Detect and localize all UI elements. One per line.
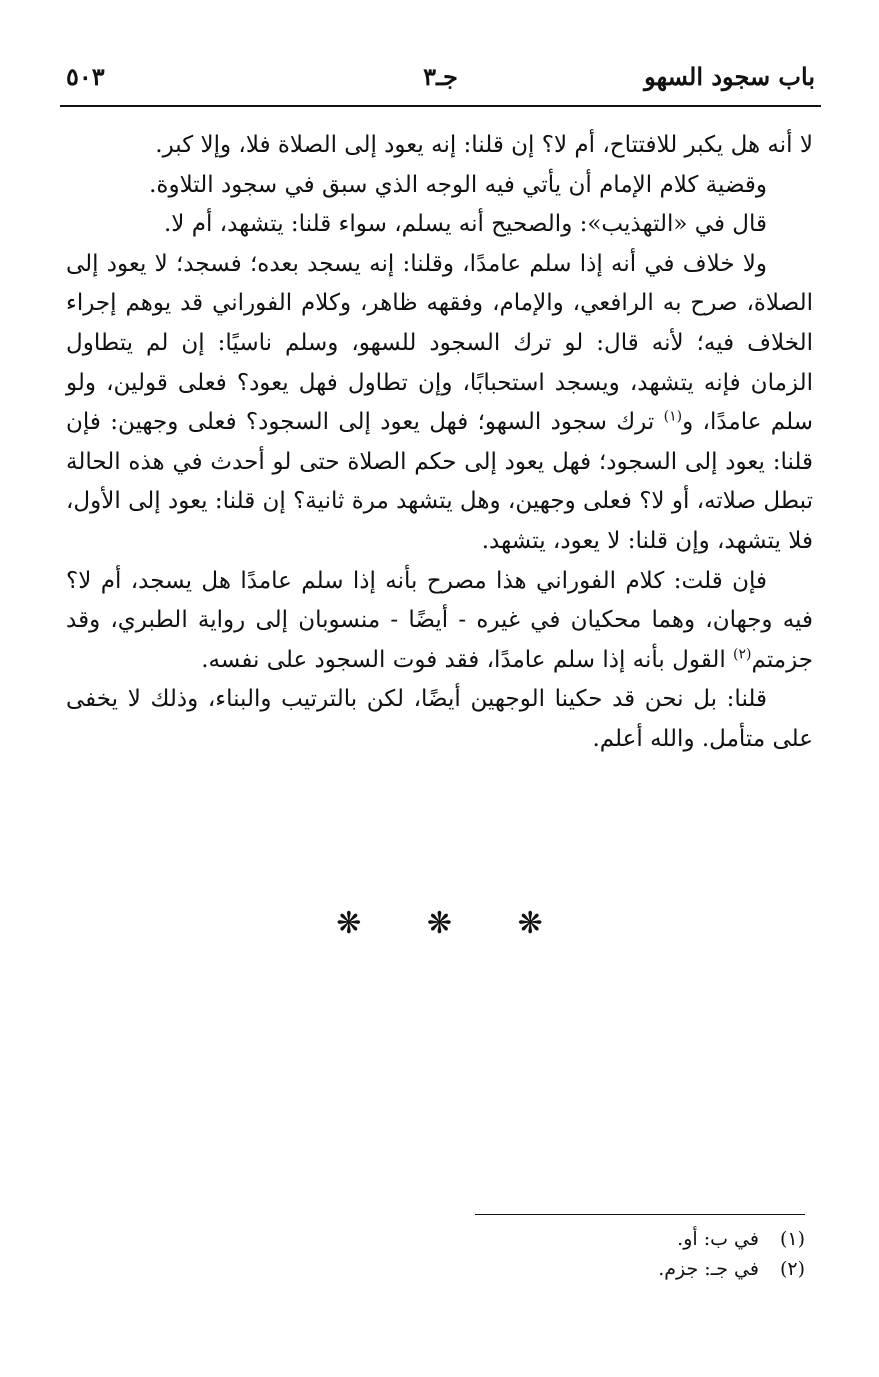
paragraph-4 bbox=[66, 245, 813, 562]
paragraph-5-part-1: فإن قلت: كلام الفوراني هذا مصرح بأنه إذا سلم عامدًا هل يسجد، أم لا؟ فيه وجهان، وهما محكيان في غيره - أيضًا - منسوبان إلى رواية الطبري، وقد جزمتم bbox=[66, 567, 813, 673]
header-rule bbox=[60, 105, 821, 107]
footnote-2 bbox=[475, 1254, 805, 1284]
paragraph-4-part-1: ولا خلاف في أنه إذا سلم عامدًا، وقلنا: إنه يسجد بعده؛ فسجد؛ لا يعود إلى الصلاة، صرح به الرافعي، والإمام، وفقهه ظاهر، وكلام الفوراني قد يوهم إجراء الخلاف فيه؛ لأنه قال: لو ترك السجود للسهو، وسلم ناسيًا: إن لم يتطاول الزمان فإنه يتشهد، ويسجد استحبابًا، وإن تطاول فهل يعود؟ فعلى قولين، ولو سلم عامدًا، و bbox=[66, 250, 813, 436]
footnote-text: في جـ: جزم. bbox=[658, 1258, 759, 1280]
running-title: باب سجود السهو bbox=[644, 62, 815, 91]
page-number: ٥٠٣ bbox=[66, 62, 105, 91]
footnote-ref-1: (١) bbox=[663, 408, 683, 425]
footnote-ref-2: (٢) bbox=[733, 646, 752, 663]
paragraph-3: قال في «التهذيب»: والصحيح أنه يسلم، سواء قلنا: يتشهد، أم لا. bbox=[163, 211, 767, 238]
paragraph-1: لا أنه هل يكبر للافتتاح، أم لا؟ إن قلنا: إنه يعود إلى الصلاة فلا، وإلا كبر. bbox=[155, 132, 813, 158]
footnote-number: (٢) bbox=[779, 1258, 805, 1280]
volume-label: جـ٣ bbox=[423, 62, 458, 91]
page-header bbox=[66, 62, 815, 102]
footnote-rule bbox=[475, 1214, 805, 1215]
main-text bbox=[66, 126, 813, 760]
footnote-1 bbox=[475, 1224, 805, 1254]
section-separator: ❋ ❋ ❋ bbox=[336, 906, 571, 941]
footnote-number: (١) bbox=[779, 1228, 805, 1250]
paragraph-5 bbox=[66, 562, 813, 681]
footnote-text: في ب: أو. bbox=[677, 1228, 759, 1250]
paragraph-4-part-2: ترك سجود السهو؛ فهل يعود إلى السجود؟ فعلى وجهين: فإن قلنا: يعود إلى السجود؛ فهل يعود إلى حكم الصلاة حتى لو أحدث في هذه الحالة تبطل صلاته، أو لا؟ فعلى وجهين، وهل يتشهد مرة ثانية؟ إن قلنا: يعود إلى الأول، فلا يتشهد، وإن قلنا: لا يعود، يتشهد. bbox=[66, 409, 813, 554]
paragraph-5-part-2: القول بأنه إذا سلم عامدًا، فقد فوت السجود على نفسه. bbox=[201, 646, 734, 673]
paragraph-2: وقضية كلام الإمام أن يأتي فيه الوجه الذي سبق في سجود التلاوة. bbox=[149, 171, 767, 198]
footnotes bbox=[475, 1224, 805, 1284]
paragraph-6: قلنا: بل نحن قد حكينا الوجهين أيضًا، لكن بالترتيب والبناء، وذلك لا يخفى على متأمل. والله أعلم. bbox=[66, 686, 813, 752]
